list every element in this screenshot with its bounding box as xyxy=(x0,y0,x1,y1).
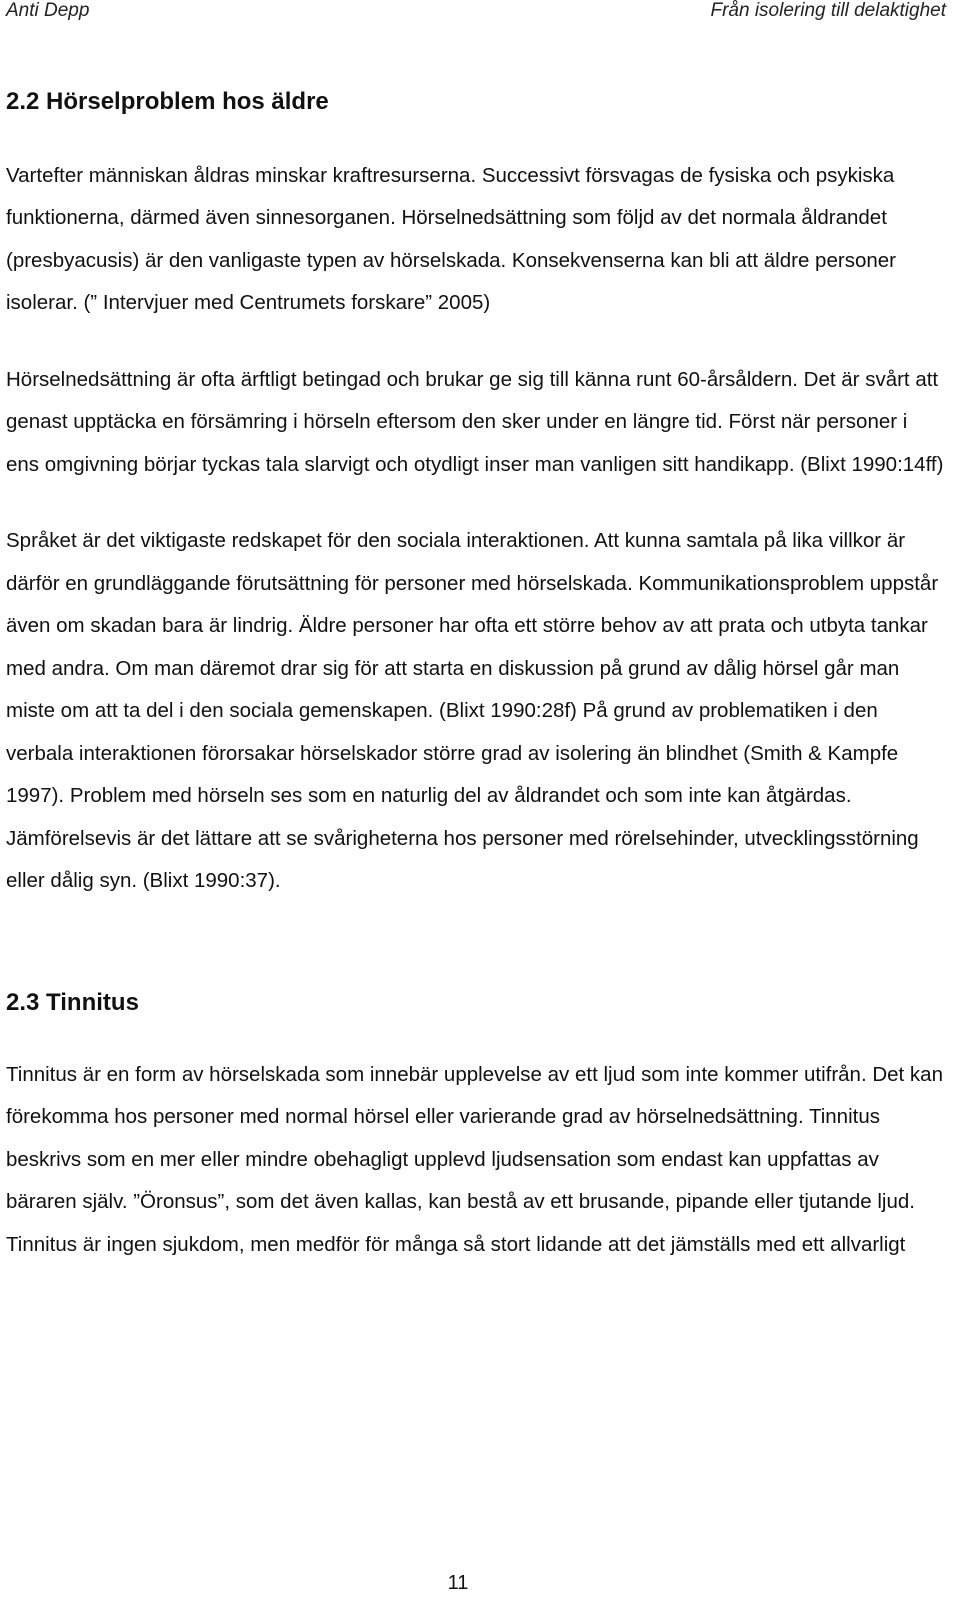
paragraph-language-interaction: Språket är det viktigaste redskapet för den sociala interaktionen. Att kunna samtala på lika villkor är därför en grundläggande förutsättning för personer med hörselskada. Kommunikationsproblem uppstår även om skadan bara är lindrig. Äldre personer har ofta ett större behov av att prata och utbyta tankar med andra. Om man däremot drar sig för att starta en diskussion på grund av dålig hörsel går man miste om att ta del i den sociala gemenskapen. (Blixt 1990:28f) På grund av problematiken i den verbala interaktionen förorsakar hörselskador större grad av isolering än blindhet (Smith & Kampfe 1997). Problem med hörseln ses som en naturlig del av åldrandet och som inte kan åtgärdas. Jämförelsevis är det lättare att se svårigheterna hos personer med rörelsehinder, utvecklingsstörning eller dålig syn. (Blixt 1990:37). xyxy=(6,529,939,893)
header-document-title: Från isolering till delaktighet xyxy=(710,0,946,21)
paragraph-presbyacusis: Vartefter människan åldras minskar kraftresurserna. Successivt försvagas de fysiska och psykiska funktionerna, därmed även sinnesorganen. Hörselnedsättning som följd av det normala åldrandet (presbyacusis) är den vanligaste typen av hörselskada. Konsekvenserna kan bli att äldre personer isolerar. (” Intervjuer med Centrumets forskare” 2005) xyxy=(6,163,896,315)
paragraph-tinnitus: Tinnitus är en form av hörselskada som innebär upplevelse av ett ljud som inte kommer utifrån. Det kan förekomma hos personer med normal hörsel eller varierande grad av hörselnedsättning. Tinnitus beskrivs som en mer eller mindre obehagligt upplevd ljudsensation som endast kan uppfattas av bäraren själv. ”Öronsus”, som det även kallas, kan bestå av ett brusande, pipande eller tjutande ljud. Tinnitus är ingen sjukdom, men medför för många så stort lidande att det jämställs med ett allvarligt xyxy=(6,1062,943,1256)
paragraph-hereditary: Hörselnedsättning är ofta ärftligt betingad och brukar ge sig till känna runt 60-årsåldern. Det är svårt att genast upptäcka en försämring i hörseln eftersom den sker under en längre tid. Först när personer i ens omgivning börjar tyckas tala slarvigt och otydligt inser man vanligen sitt handikapp. (Blixt 1990:14ff) xyxy=(6,367,944,476)
page-number: 11 xyxy=(447,1572,469,1594)
running-header xyxy=(6,0,946,24)
section-heading-2-3: 2.3 Tinnitus xyxy=(6,988,139,1016)
section-heading-2-2: 2.2 Hörselproblem hos äldre xyxy=(6,88,329,115)
header-author: Anti Depp xyxy=(6,0,90,21)
page-body xyxy=(6,88,944,1266)
